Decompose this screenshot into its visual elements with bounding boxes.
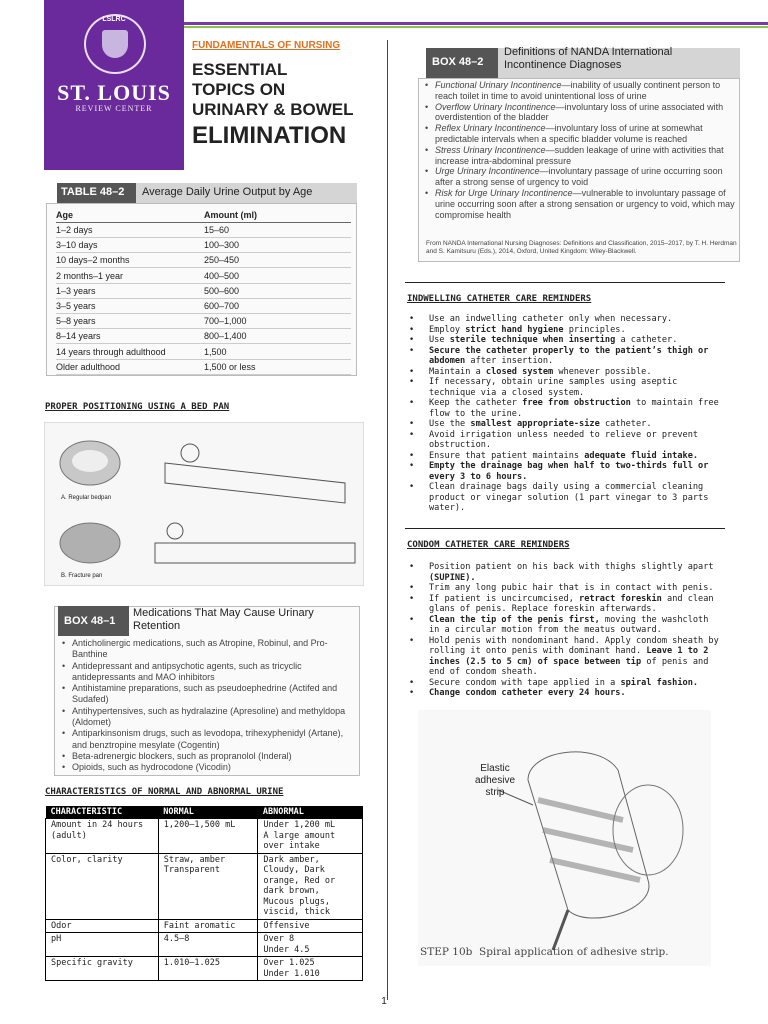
characteristics-table [45,806,363,981]
amount-cell: 1,500 [204,346,227,357]
box481-title: Medications That May Cause Urinary Retention [133,607,314,632]
table-row [56,299,351,314]
box482-tag: BOX 48–2 [426,48,498,78]
term: Functional Urinary Incontinence [435,80,562,90]
list-item: • Anticholinergic medications, such as Atropine, Robinul, and Pro-Banthine [62,638,354,661]
list-item: • Functional Urinary Incontinence—inability of usually continent person to reach toilet in time to avoid unintentional loss of urine [425,80,740,102]
list-item: • Stress Urinary Incontinence—sudden leakage of urine with activities that increase intra-abdominal pressure [425,145,740,167]
characteristics-heading: CHARACTERISTICS OF NORMAL AND ABNORMAL URINE [45,787,284,797]
list-item: • Risk for Urge Urinary Incontinence—vulnerable to involuntary passage of urine occurring soon after a strong sensation or urgency to void, which may compromise health [425,188,740,220]
box481-list [62,638,354,774]
box482-source: From NANDA International Nursing Diagnoses: Definitions and Classification, 2015–2017, by T. H. Herdman and S. Kamitsuru (Eds.), 2014, Oxford, United Kingdom: Wiley-Blackwell. [426,240,737,255]
amount-cell: 400–500 [204,270,240,281]
age-cell: 14 years through adulthood [56,346,166,357]
table482-title: Average Daily Urine Output by Age [142,186,313,198]
list-item: • Position patient on his back with thighs slightly apart (SUPINE). [407,562,722,583]
age-cell: Older adulthood [56,361,121,372]
figure-caption: STEP 10b Spiral application of adhesive strip. [420,946,669,958]
list-item: • Empty the drainage bag when half to two-thirds full or every 3 to 6 hours. [407,461,722,482]
amount-cell: 600–700 [204,301,240,311]
table-cell: Color, clarity [46,853,159,919]
column-header: NORMAL [158,806,258,819]
header-rule-purple [184,22,768,25]
list-item: • Use the smallest appropriate-size catheter. [407,419,722,430]
amount-cell: 15–60 [204,225,230,235]
table-cell: Over 1.025 Under 1.010 [258,957,363,981]
list-item: • Antihistamine preparations, such as pseudoephedrine (Actifed and Sudafed) [62,683,354,706]
age-cell: 10 days–2 months [56,255,130,266]
table-cell: Under 1,200 mL A large amount over intake [258,819,363,854]
list-item: • Ensure that patient maintains adequate fluid intake. [407,451,722,462]
list-item: • Secure the catheter properly to the patient’s thigh or abdomen after insertion. [407,346,722,367]
list-item: • Trim any long pubic hair that is in contact with penis. [407,583,722,594]
table482-header-row [56,208,351,223]
condom-list [407,562,722,699]
condom-heading: CONDOM CATHETER CARE REMINDERS [407,540,570,550]
list-item: • Employ strict hand hygiene principles. [407,325,722,336]
crest-icon [84,14,146,74]
list-item: • Avoid irrigation unless needed to relieve or prevent obstruction. [407,430,722,451]
table-row [46,853,363,919]
term: Reflex Urinary Incontinence [435,123,546,134]
col-age: Age [56,210,74,220]
header-rule-green [184,26,768,28]
caption-regular-bedpan: A. Regular bedpan [61,495,112,501]
table-row [56,329,351,344]
table-row [56,238,351,253]
amount-cell: 250–450 [204,255,240,266]
box482-list [425,80,740,220]
condom-catheter-illustration [418,710,711,966]
table-row [56,269,351,284]
table-cell: Specific gravity [46,957,159,981]
col-amount: Amount (ml) [204,210,257,220]
title-line-2: TOPICS ON [192,80,286,99]
list-item: • Reflex Urinary Incontinence—involuntary loss of urine at somewhat predictable intervals when a specific bladder volume is reached [425,123,740,145]
column-header: ABNORMAL [258,806,363,819]
rule [405,528,725,529]
logo [44,0,184,170]
table-cell: 1,200–1,500 mL [158,819,258,854]
bedpan-drawing [45,423,365,587]
table482-tag: TABLE 48–2 [57,183,136,203]
list-item: • Hold penis with nondominant hand. Apply condom sheath by rolling it onto penis with dominant hand. Leave 1 to 2 inches (2.5 to 5 cm) of space between tip of penis and end of condom sheath. [407,636,722,678]
age-cell: 8–14 years [56,331,101,342]
table-row [56,284,351,299]
table-row [46,933,363,957]
age-cell: 5–8 years [56,316,96,327]
table-row [46,919,363,933]
logo-name: ST. LOUIS [57,80,171,105]
table-row [56,360,351,375]
table-cell: 1.010–1.025 [158,957,258,981]
table-row [56,314,351,329]
table-cell: Dark amber, Cloudy, Dark orange, Red or dark brown, Mucous plugs, viscid, thick [258,853,363,919]
list-item: • Antidepressant and antipsychotic agents, such as tricyclic antidepressants and MAO inhibitors [62,661,354,684]
table-cell: 4.5–8 [158,933,258,957]
box482-title-line-2: Incontinence Diagnoses [504,59,622,71]
list-item: • If patient is uncircumcised, retract foreskin and clean glans of penis. Replace foreskin afterwards. [407,594,722,615]
table-cell: pH [46,933,159,957]
table-cell: Straw, amber Transparent [158,853,258,919]
list-item: • Change condom catheter every 24 hours. [407,688,722,699]
term: Stress Urinary Incontinence [435,144,546,155]
amount-cell: 1,500 or less [204,361,256,372]
table-row [56,345,351,360]
table-cell: Amount in 24 hours (adult) [46,819,159,854]
list-item: • Maintain a closed system whenever possible. [407,367,722,378]
box482-title [504,46,672,72]
table-cell: Over 8 Under 4.5 [258,933,363,957]
table-cell: Faint aromatic [158,919,258,933]
category-label: FUNDAMENTALS OF NURSING [192,40,341,51]
age-cell: 2 months–1 year [56,270,124,281]
table-row [46,819,363,854]
list-item: • Clean drainage bags daily using a commercial cleaning product or vinegar solution (1 part vinegar to 3 parts water). [407,482,722,514]
title-line-1: ESSENTIAL [192,60,288,79]
table-row [56,223,351,238]
condom-catheter-drawing [418,710,711,966]
list-item: • Use sterile technique when inserting a catheter. [407,335,722,346]
table-cell: Offensive [258,919,363,933]
elastic-strip-label: Elastic adhesive strip [474,763,516,798]
indwelling-heading: INDWELLING CATHETER CARE REMINDERS [407,294,592,304]
term: Overflow Urinary Incontinence [435,101,556,112]
indwelling-list [407,314,722,514]
column-divider [387,40,388,1000]
age-cell: 1–3 years [56,285,96,296]
amount-cell: 500–600 [204,285,240,296]
rule [405,282,725,283]
list-item: • Opioids, such as hydrocodone (Vicodin) [62,762,354,773]
list-item: • Antiparkinsonism drugs, such as levodopa, trihexyphenidyl (Artane), and benztropine mesylate (Cogentin) [62,728,354,751]
list-item: • Overflow Urinary Incontinence—involuntary loss of urine associated with overdistention of the bladder [425,102,740,124]
logo-sub: REVIEW CENTER [75,104,153,113]
list-item: • Beta-adrenergic blockers, such as propranolol (Inderal) [62,751,354,762]
list-item: • Clean the tip of the penis first, moving the washcloth in a circular motion from the meatus outward. [407,615,722,636]
box481-tag: BOX 48–1 [58,606,129,636]
list-item: • Urge Urinary Incontinence—involuntary passage of urine occurring soon after a strong sense of urgency to void [425,166,740,188]
amount-cell: 100–300 [204,240,240,251]
title-elimination: ELIMINATION [192,122,347,149]
title-line-3: URINARY & BOWEL [192,100,354,119]
age-cell: 3–5 years [56,301,96,311]
amount-cell: 800–1,400 [204,331,247,342]
logo-top: LSLRC [102,16,126,23]
term: Risk for Urge Urinary Incontinence [435,187,573,198]
table-row [56,253,351,268]
list-item: • Antihypertensives, such as hydralazine (Apresoline) and methyldopa (Aldomet) [62,706,354,729]
age-cell: 1–2 days [56,225,93,235]
box482-title-line-1: Definitions of NANDA International [504,46,673,58]
term: Urge Urinary Incontinence [435,166,540,177]
column-header: CHARACTERISTIC [46,806,159,819]
caption-fracture-pan: B. Fracture pan [61,573,103,579]
list-item: • If necessary, obtain urine samples using aseptic technique via a closed system. [407,377,722,398]
bedpan-heading: PROPER POSITIONING USING A BED PAN [45,402,230,412]
list-item: • Use an indwelling catheter only when necessary. [407,314,722,325]
table-row [46,957,363,981]
list-item: • Keep the catheter free from obstruction to maintain free flow to the urine. [407,398,722,419]
age-cell: 3–10 days [56,240,98,251]
bedpan-illustration [44,422,364,586]
amount-cell: 700–1,000 [204,316,247,327]
page-title [192,60,372,120]
page-number: 1 [381,996,387,1007]
list-item: • Secure condom with tape applied in a spiral fashion. [407,678,722,689]
table-cell: Odor [46,919,159,933]
